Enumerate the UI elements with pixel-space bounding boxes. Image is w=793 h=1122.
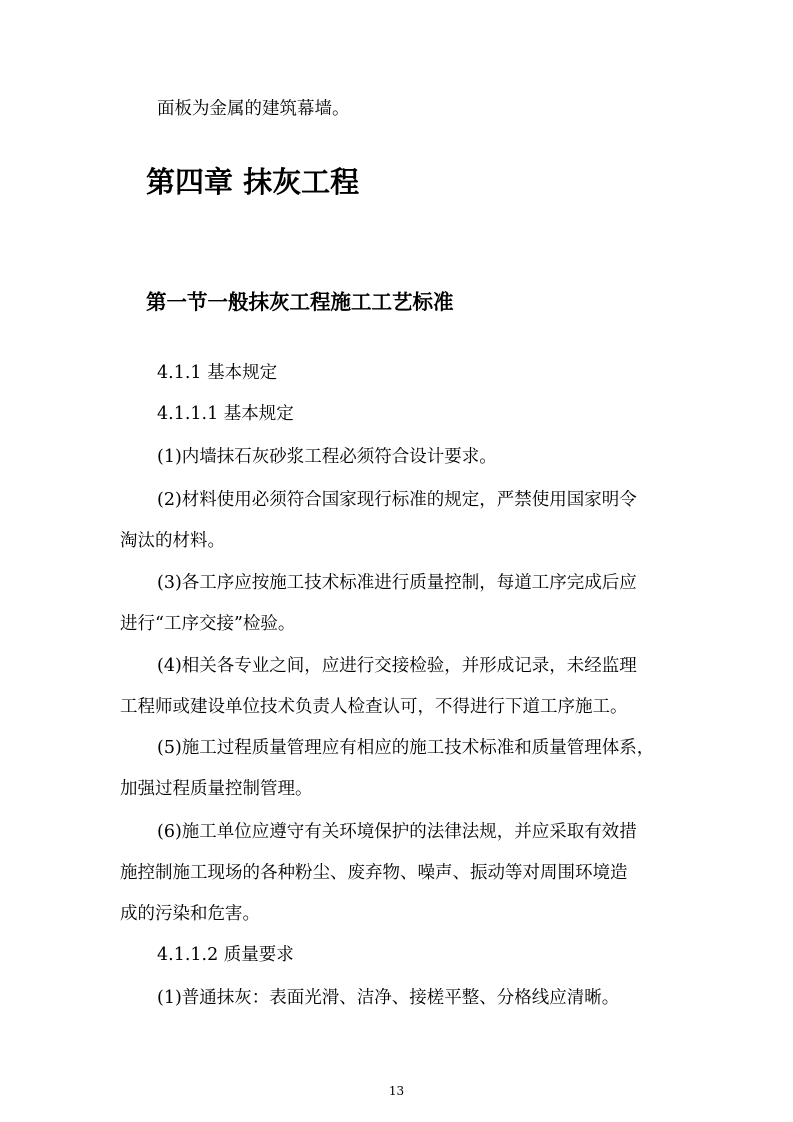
- item-1-line-1: (1)内墙抹石灰砂浆工程必须符合设计要求。: [157, 447, 497, 467]
- item-3-line-1: (3)各工序应按施工技术标准进行质量控制，每道工序完成后应: [157, 573, 637, 593]
- item-5-line-1: (5)施工过程质量管理应有相应的施工技术标准和质量管理体系，: [157, 738, 655, 758]
- item-6-line-1: (6)施工单位应遵守有关环境保护的法律法规，并应采取有效措: [157, 822, 637, 842]
- chapter-title: 第四章 抹灰工程: [146, 165, 360, 199]
- subheading-4-1-1: 4.1.1 基本规定: [157, 363, 278, 383]
- section-title: 第一节一般抹灰工程施工工艺标准: [146, 290, 454, 314]
- item-6-line-2: 施控制施工现场的各种粉尘、废弃物、噪声、振动等对周围环境造: [120, 863, 628, 883]
- subheading-4-1-1-1: 4.1.1.1 基本规定: [157, 404, 294, 424]
- item-6-line-3: 成的污染和危害。: [120, 904, 260, 924]
- subheading-4-1-1-2: 4.1.1.2 质量要求: [157, 945, 294, 965]
- item-2-line-2: 淘汰的材料。: [120, 531, 225, 551]
- page-number: 13: [388, 1084, 405, 1098]
- quality-item-1: (1)普通抹灰：表面光滑、洁净、接槎平整、分格线应清晰。: [157, 988, 620, 1008]
- item-3-line-2: 进行“工序交接”检验。: [120, 614, 296, 634]
- item-5-line-2: 加强过程质量控制管理。: [120, 779, 313, 799]
- item-4-line-1: (4)相关各专业之间，应进行交接检验，并形成记录，未经监理: [157, 656, 637, 676]
- intro-line: 面板为金属的建筑幕墙。: [157, 99, 350, 119]
- item-2-line-1: (2)材料使用必须符合国家现行标准的规定，严禁使用国家明令: [157, 490, 637, 510]
- item-4-line-2: 工程师或建设单位技术负责人检查认可，不得进行下道工序施工。: [120, 697, 628, 717]
